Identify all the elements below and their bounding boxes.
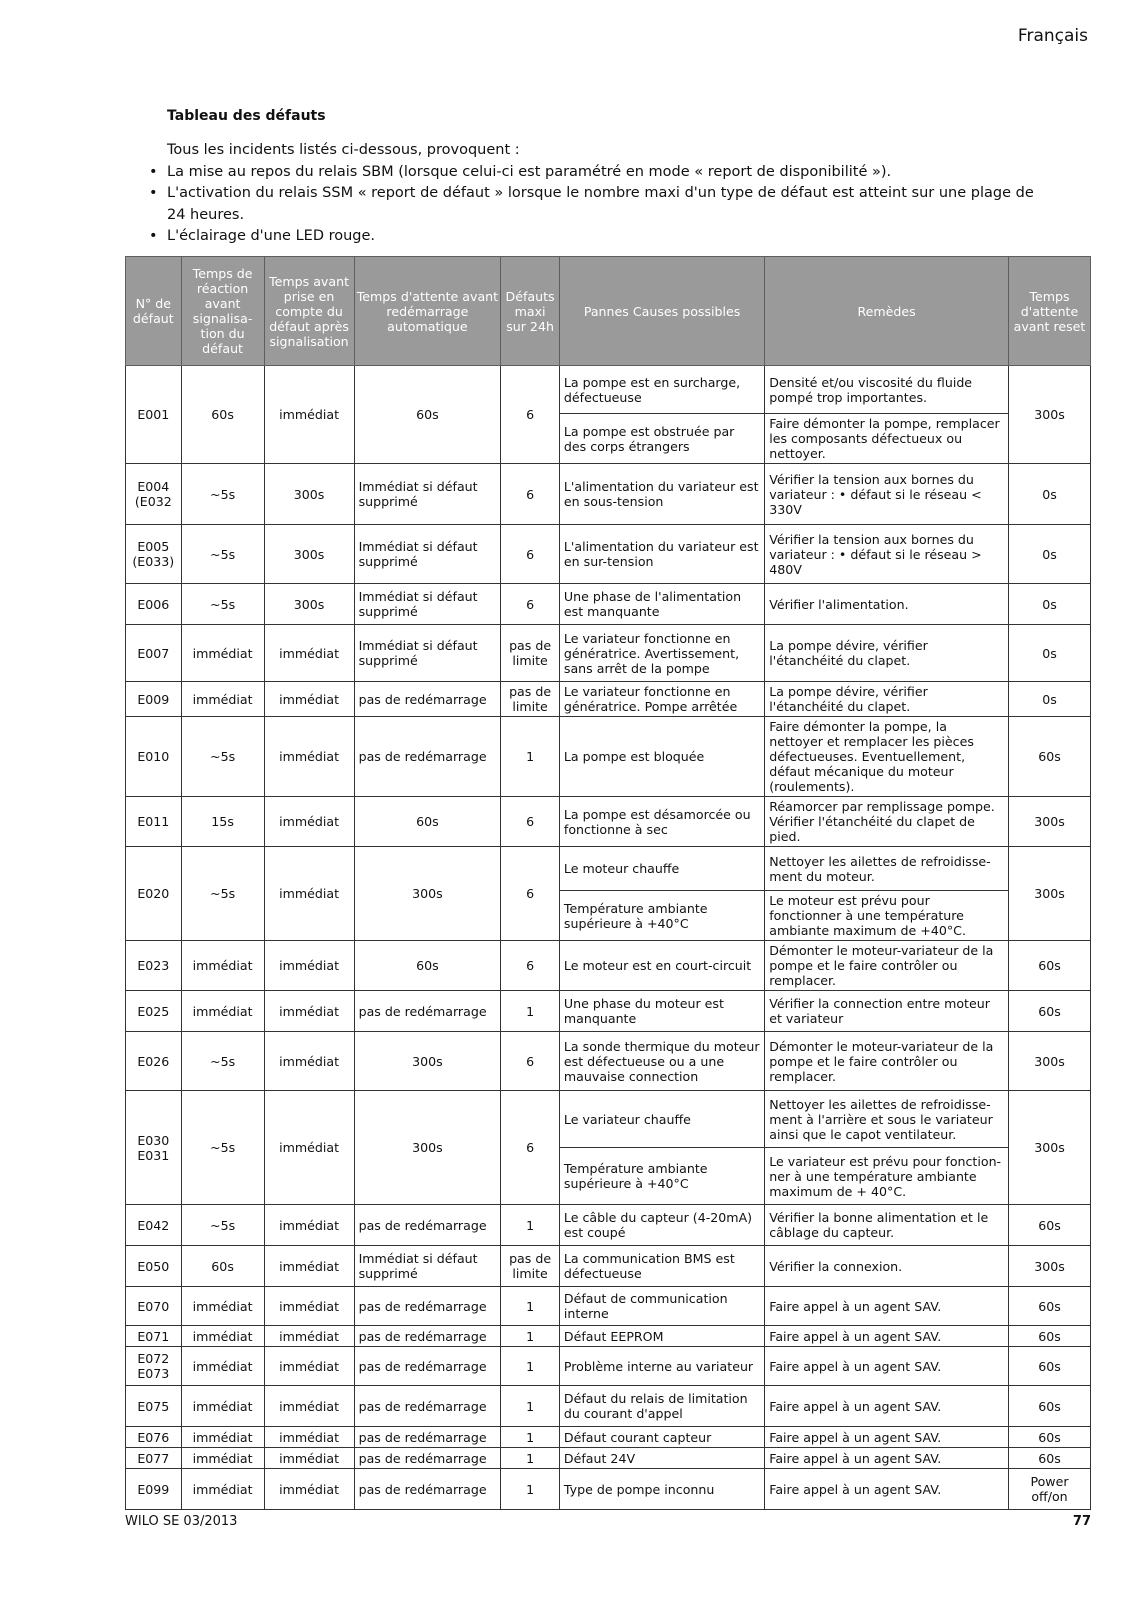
delay-time: immédiat — [264, 1469, 354, 1510]
max-faults: 6 — [501, 366, 560, 464]
reaction-time: 60s — [181, 366, 264, 464]
footer-publisher: WILO SE 03/2013 — [125, 1514, 238, 1529]
fault-cause: La pompe est obstruée par des corps étrangers — [559, 414, 764, 464]
table-row — [126, 1347, 1091, 1386]
reaction-time: immédiat — [181, 1386, 264, 1427]
fault-table-body — [126, 366, 1091, 1510]
fault-cause: Problème interne au variateur — [559, 1347, 764, 1386]
reset-wait: 300s — [1009, 1246, 1091, 1287]
reaction-time: immédiat — [181, 1448, 264, 1469]
fault-code: E072 E073 — [126, 1347, 182, 1386]
reaction-time: immédiat — [181, 1347, 264, 1386]
restart-wait: pas de redémarrage — [354, 682, 501, 717]
reaction-time: ~5s — [181, 717, 264, 797]
fault-cause: La sonde thermique du moteur est défectueuse ou a une mauvaise connection — [559, 1032, 764, 1091]
table-row — [126, 717, 1091, 797]
restart-wait: 60s — [354, 366, 501, 464]
fault-cause: La pompe est bloquée — [559, 717, 764, 797]
fault-cause: Le câble du capteur (4-20mA) est coupé — [559, 1205, 764, 1246]
fault-cause: Température ambiante supérieure à +40°C — [559, 1148, 764, 1205]
fault-remedy: Vérifier la tension aux bornes du variateur : • défaut si le réseau > 480V — [765, 525, 1009, 584]
fault-remedy: Vérifier l'alimentation. — [765, 584, 1009, 625]
fault-code: E071 — [126, 1326, 182, 1347]
table-row — [126, 525, 1091, 584]
fault-remedy: Le moteur est prévu pour fonctionner à une température ambiante maximum de +40°C. — [765, 891, 1009, 941]
delay-time: immédiat — [264, 1386, 354, 1427]
fault-remedy: Faire démonter la pompe, la nettoyer et remplacer les pièces défectueuses. Eventuellement, défaut mécanique du moteur (roulements). — [765, 717, 1009, 797]
fault-cause: Défaut du relais de limitation du courant d'appel — [559, 1386, 764, 1427]
fault-remedy: Nettoyer les ailettes de refroidisse-ment du moteur. — [765, 847, 1009, 891]
header-fault-number: N° de défaut — [126, 257, 182, 366]
fault-cause: Une phase de l'alimentation est manquante — [559, 584, 764, 625]
table-row — [126, 1032, 1091, 1091]
fault-cause: Le variateur chauffe — [559, 1091, 764, 1148]
restart-wait: pas de redémarrage — [354, 1205, 501, 1246]
header-delay-time: Temps avant prise en compte du défaut après signalisation — [264, 257, 354, 366]
reset-wait: 60s — [1009, 1386, 1091, 1427]
header-restart-wait: Temps d'attente avant redémarrage automatique — [354, 257, 501, 366]
fault-cause: Température ambiante supérieure à +40°C — [559, 891, 764, 941]
table-row — [126, 1448, 1091, 1469]
delay-time: immédiat — [264, 991, 354, 1032]
fault-remedy: Faire appel à un agent SAV. — [765, 1469, 1009, 1510]
max-faults: 1 — [501, 1469, 560, 1510]
fault-code: E001 — [126, 366, 182, 464]
restart-wait: pas de redémarrage — [354, 1386, 501, 1427]
fault-cause: La communication BMS est défectueuse — [559, 1246, 764, 1287]
max-faults: pas de limite — [501, 682, 560, 717]
table-row — [126, 682, 1091, 717]
fault-cause: L'alimentation du variateur est en sous-tension — [559, 464, 764, 525]
table-row — [126, 464, 1091, 525]
delay-time: immédiat — [264, 1448, 354, 1469]
reaction-time: ~5s — [181, 847, 264, 941]
reset-wait: 60s — [1009, 1347, 1091, 1386]
delay-time: 300s — [264, 525, 354, 584]
fault-remedy: Démonter le moteur-variateur de la pompe et le faire contrôler ou remplacer. — [765, 1032, 1009, 1091]
fault-cause: La pompe est en surcharge, défectueuse — [559, 366, 764, 414]
reset-wait: 60s — [1009, 941, 1091, 991]
header-max-faults: Défauts maxi sur 24h — [501, 257, 560, 366]
restart-wait: pas de redémarrage — [354, 1448, 501, 1469]
max-faults: 1 — [501, 717, 560, 797]
fault-code: E042 — [126, 1205, 182, 1246]
table-row — [126, 1386, 1091, 1427]
restart-wait: Immédiat si défaut supprimé — [354, 525, 501, 584]
reset-wait: 0s — [1009, 464, 1091, 525]
delay-time: immédiat — [264, 1091, 354, 1205]
delay-time: immédiat — [264, 1205, 354, 1246]
table-row — [126, 584, 1091, 625]
restart-wait: 300s — [354, 1091, 501, 1205]
table-row — [126, 797, 1091, 847]
fault-code: E075 — [126, 1386, 182, 1427]
header-reset-wait: Temps d'attente avant reset — [1009, 257, 1091, 366]
reaction-time: ~5s — [181, 1091, 264, 1205]
max-faults: 1 — [501, 1347, 560, 1386]
delay-time: immédiat — [264, 625, 354, 682]
intro-bullet: • L'activation du relais SSM « report de défaut » lorsque le nombre maxi d'un type de défaut est atteint sur une plage de 24 heures. — [149, 185, 1034, 223]
restart-wait: pas de redémarrage — [354, 1287, 501, 1326]
header-causes: Pannes Causes possibles — [559, 257, 764, 366]
restart-wait: Immédiat si défaut supprimé — [354, 464, 501, 525]
table-row — [126, 1205, 1091, 1246]
restart-wait: pas de redémarrage — [354, 717, 501, 797]
fault-cause: Type de pompe inconnu — [559, 1469, 764, 1510]
fault-code: E009 — [126, 682, 182, 717]
reset-wait: 0s — [1009, 682, 1091, 717]
fault-code: E025 — [126, 991, 182, 1032]
delay-time: immédiat — [264, 797, 354, 847]
reaction-time: immédiat — [181, 1287, 264, 1326]
max-faults: 6 — [501, 525, 560, 584]
fault-code: E005 (E033) — [126, 525, 182, 584]
restart-wait: 300s — [354, 1032, 501, 1091]
table-row — [126, 1326, 1091, 1347]
intro-bullet-list — [144, 162, 1044, 248]
fault-remedy: Faire démonter la pompe, remplacer les composants défectueux ou nettoyer. — [765, 414, 1009, 464]
intro-lead: Tous les incidents listés ci-dessous, provoquent : — [167, 142, 520, 158]
reaction-time: 15s — [181, 797, 264, 847]
fault-remedy: Faire appel à un agent SAV. — [765, 1386, 1009, 1427]
fault-code: E099 — [126, 1469, 182, 1510]
intro-bullet: • La mise au repos du relais SBM (lorsque celui-ci est paramétré en mode « report de disponibilité »). — [144, 162, 1044, 184]
fault-remedy: La pompe dévire, vérifier l'étanchéité du clapet. — [765, 625, 1009, 682]
reaction-time: immédiat — [181, 1469, 264, 1510]
reset-wait: 0s — [1009, 625, 1091, 682]
reaction-time: ~5s — [181, 525, 264, 584]
header-remedies: Remèdes — [765, 257, 1009, 366]
reaction-time: immédiat — [181, 1326, 264, 1347]
reset-wait: 300s — [1009, 847, 1091, 941]
fault-cause: Le variateur fonctionne en génératrice. Avertissement, sans arrêt de la pompe — [559, 625, 764, 682]
reaction-time: ~5s — [181, 1205, 264, 1246]
reaction-time: ~5s — [181, 464, 264, 525]
restart-wait: Immédiat si défaut supprimé — [354, 1246, 501, 1287]
delay-time: immédiat — [264, 1287, 354, 1326]
fault-remedy: Vérifier la tension aux bornes du variateur : • défaut si le réseau < 330V — [765, 464, 1009, 525]
restart-wait: Immédiat si défaut supprimé — [354, 584, 501, 625]
reset-wait: 300s — [1009, 1032, 1091, 1091]
reaction-time: 60s — [181, 1246, 264, 1287]
fault-code: E077 — [126, 1448, 182, 1469]
max-faults: 1 — [501, 991, 560, 1032]
intro-bullet: • L'éclairage d'une LED rouge. — [144, 226, 1044, 248]
fault-code: E030 E031 — [126, 1091, 182, 1205]
reset-wait: 300s — [1009, 1091, 1091, 1205]
fault-remedy: Faire appel à un agent SAV. — [765, 1427, 1009, 1448]
max-faults: 1 — [501, 1427, 560, 1448]
bullet-icon: • — [149, 185, 158, 201]
fault-remedy: Réamorcer par remplissage pompe. Vérifier l'étanchéité du clapet de pied. — [765, 797, 1009, 847]
restart-wait: pas de redémarrage — [354, 1427, 501, 1448]
fault-remedy: Faire appel à un agent SAV. — [765, 1347, 1009, 1386]
fault-cause: Le moteur chauffe — [559, 847, 764, 891]
fault-cause: Défaut 24V — [559, 1448, 764, 1469]
fault-cause: Une phase du moteur est manquante — [559, 991, 764, 1032]
delay-time: immédiat — [264, 366, 354, 464]
max-faults: 1 — [501, 1448, 560, 1469]
max-faults: 1 — [501, 1326, 560, 1347]
fault-cause: Défaut courant capteur — [559, 1427, 764, 1448]
fault-table — [125, 256, 1091, 1510]
reaction-time: immédiat — [181, 991, 264, 1032]
delay-time: immédiat — [264, 1347, 354, 1386]
restart-wait: 300s — [354, 847, 501, 941]
max-faults: 6 — [501, 1091, 560, 1205]
reaction-time: ~5s — [181, 584, 264, 625]
fault-remedy: Faire appel à un agent SAV. — [765, 1287, 1009, 1326]
delay-time: immédiat — [264, 1032, 354, 1091]
fault-remedy: Nettoyer les ailettes de refroidisse-ment à l'arrière et sous le variateur ainsi que le capot ventilateur. — [765, 1091, 1009, 1148]
delay-time: immédiat — [264, 1427, 354, 1448]
reaction-time: immédiat — [181, 1427, 264, 1448]
fault-code: E007 — [126, 625, 182, 682]
restart-wait: pas de redémarrage — [354, 991, 501, 1032]
max-faults: 6 — [501, 1032, 560, 1091]
table-row — [126, 1246, 1091, 1287]
max-faults: 6 — [501, 464, 560, 525]
restart-wait: pas de redémarrage — [354, 1326, 501, 1347]
fault-cause: La pompe est désamorcée ou fonctionne à sec — [559, 797, 764, 847]
delay-time: 300s — [264, 464, 354, 525]
max-faults: 6 — [501, 797, 560, 847]
reset-wait: 300s — [1009, 797, 1091, 847]
max-faults: 6 — [501, 847, 560, 941]
fault-code: E010 — [126, 717, 182, 797]
reset-wait: 60s — [1009, 1427, 1091, 1448]
table-row — [126, 1091, 1091, 1148]
fault-remedy: Densité et/ou viscosité du fluide pompé trop importantes. — [765, 366, 1009, 414]
fault-code: E026 — [126, 1032, 182, 1091]
max-faults: 6 — [501, 941, 560, 991]
table-row — [126, 941, 1091, 991]
page-number: 77 — [1072, 1514, 1091, 1529]
fault-remedy: La pompe dévire, vérifier l'étanchéité du clapet. — [765, 682, 1009, 717]
table-row — [126, 1427, 1091, 1448]
fault-code: E011 — [126, 797, 182, 847]
table-row — [126, 1287, 1091, 1326]
section-title: Tableau des défauts — [167, 108, 326, 124]
reset-wait: 0s — [1009, 525, 1091, 584]
max-faults: 6 — [501, 584, 560, 625]
table-row — [126, 1469, 1091, 1510]
table-row — [126, 847, 1091, 891]
fault-remedy: Vérifier la connexion. — [765, 1246, 1009, 1287]
header-reaction-time: Temps de réaction avant signalisa-tion du défaut — [181, 257, 264, 366]
fault-code: E006 — [126, 584, 182, 625]
fault-remedy: Vérifier la bonne alimentation et le câblage du capteur. — [765, 1205, 1009, 1246]
fault-remedy: Faire appel à un agent SAV. — [765, 1448, 1009, 1469]
restart-wait: 60s — [354, 941, 501, 991]
restart-wait: pas de redémarrage — [354, 1469, 501, 1510]
fault-code: E050 — [126, 1246, 182, 1287]
restart-wait: pas de redémarrage — [354, 1347, 501, 1386]
delay-time: immédiat — [264, 847, 354, 941]
max-faults: 1 — [501, 1386, 560, 1427]
fault-remedy: Faire appel à un agent SAV. — [765, 1326, 1009, 1347]
reset-wait: Power off/on — [1009, 1469, 1091, 1510]
table-header-row — [126, 257, 1091, 366]
fault-code: E004 (E032 — [126, 464, 182, 525]
max-faults: 1 — [501, 1287, 560, 1326]
delay-time: 300s — [264, 584, 354, 625]
restart-wait: 60s — [354, 797, 501, 847]
table-row — [126, 366, 1091, 414]
max-faults: 1 — [501, 1205, 560, 1246]
delay-time: immédiat — [264, 717, 354, 797]
fault-code: E020 — [126, 847, 182, 941]
fault-code: E070 — [126, 1287, 182, 1326]
delay-time: immédiat — [264, 1246, 354, 1287]
reaction-time: ~5s — [181, 1032, 264, 1091]
fault-cause: L'alimentation du variateur est en sur-tension — [559, 525, 764, 584]
fault-code: E076 — [126, 1427, 182, 1448]
reset-wait: 300s — [1009, 366, 1091, 464]
fault-cause: Le variateur fonctionne en génératrice. Pompe arrêtée — [559, 682, 764, 717]
max-faults: pas de limite — [501, 1246, 560, 1287]
fault-cause: Défaut EEPROM — [559, 1326, 764, 1347]
reset-wait: 60s — [1009, 991, 1091, 1032]
reset-wait: 0s — [1009, 584, 1091, 625]
reset-wait: 60s — [1009, 1448, 1091, 1469]
table-row — [126, 991, 1091, 1032]
fault-cause: Le moteur est en court-circuit — [559, 941, 764, 991]
fault-cause: Défaut de communication interne — [559, 1287, 764, 1326]
delay-time: immédiat — [264, 1326, 354, 1347]
bullet-icon: • — [149, 228, 158, 244]
delay-time: immédiat — [264, 682, 354, 717]
fault-remedy: Le variateur est prévu pour fonction-ner à une température ambiante maximum de + 40°C. — [765, 1148, 1009, 1205]
reset-wait: 60s — [1009, 1287, 1091, 1326]
reset-wait: 60s — [1009, 717, 1091, 797]
fault-remedy: Démonter le moteur-variateur de la pompe et le faire contrôler ou remplacer. — [765, 941, 1009, 991]
fault-remedy: Vérifier la connection entre moteur et variateur — [765, 991, 1009, 1032]
delay-time: immédiat — [264, 941, 354, 991]
fault-code: E023 — [126, 941, 182, 991]
reset-wait: 60s — [1009, 1326, 1091, 1347]
reaction-time: immédiat — [181, 682, 264, 717]
max-faults: pas de limite — [501, 625, 560, 682]
restart-wait: Immédiat si défaut supprimé — [354, 625, 501, 682]
table-row — [126, 625, 1091, 682]
reaction-time: immédiat — [181, 941, 264, 991]
bullet-icon: • — [149, 163, 158, 180]
reset-wait: 60s — [1009, 1205, 1091, 1246]
language-label: Français — [1017, 26, 1088, 46]
reaction-time: immédiat — [181, 625, 264, 682]
intro-text — [144, 140, 1044, 248]
